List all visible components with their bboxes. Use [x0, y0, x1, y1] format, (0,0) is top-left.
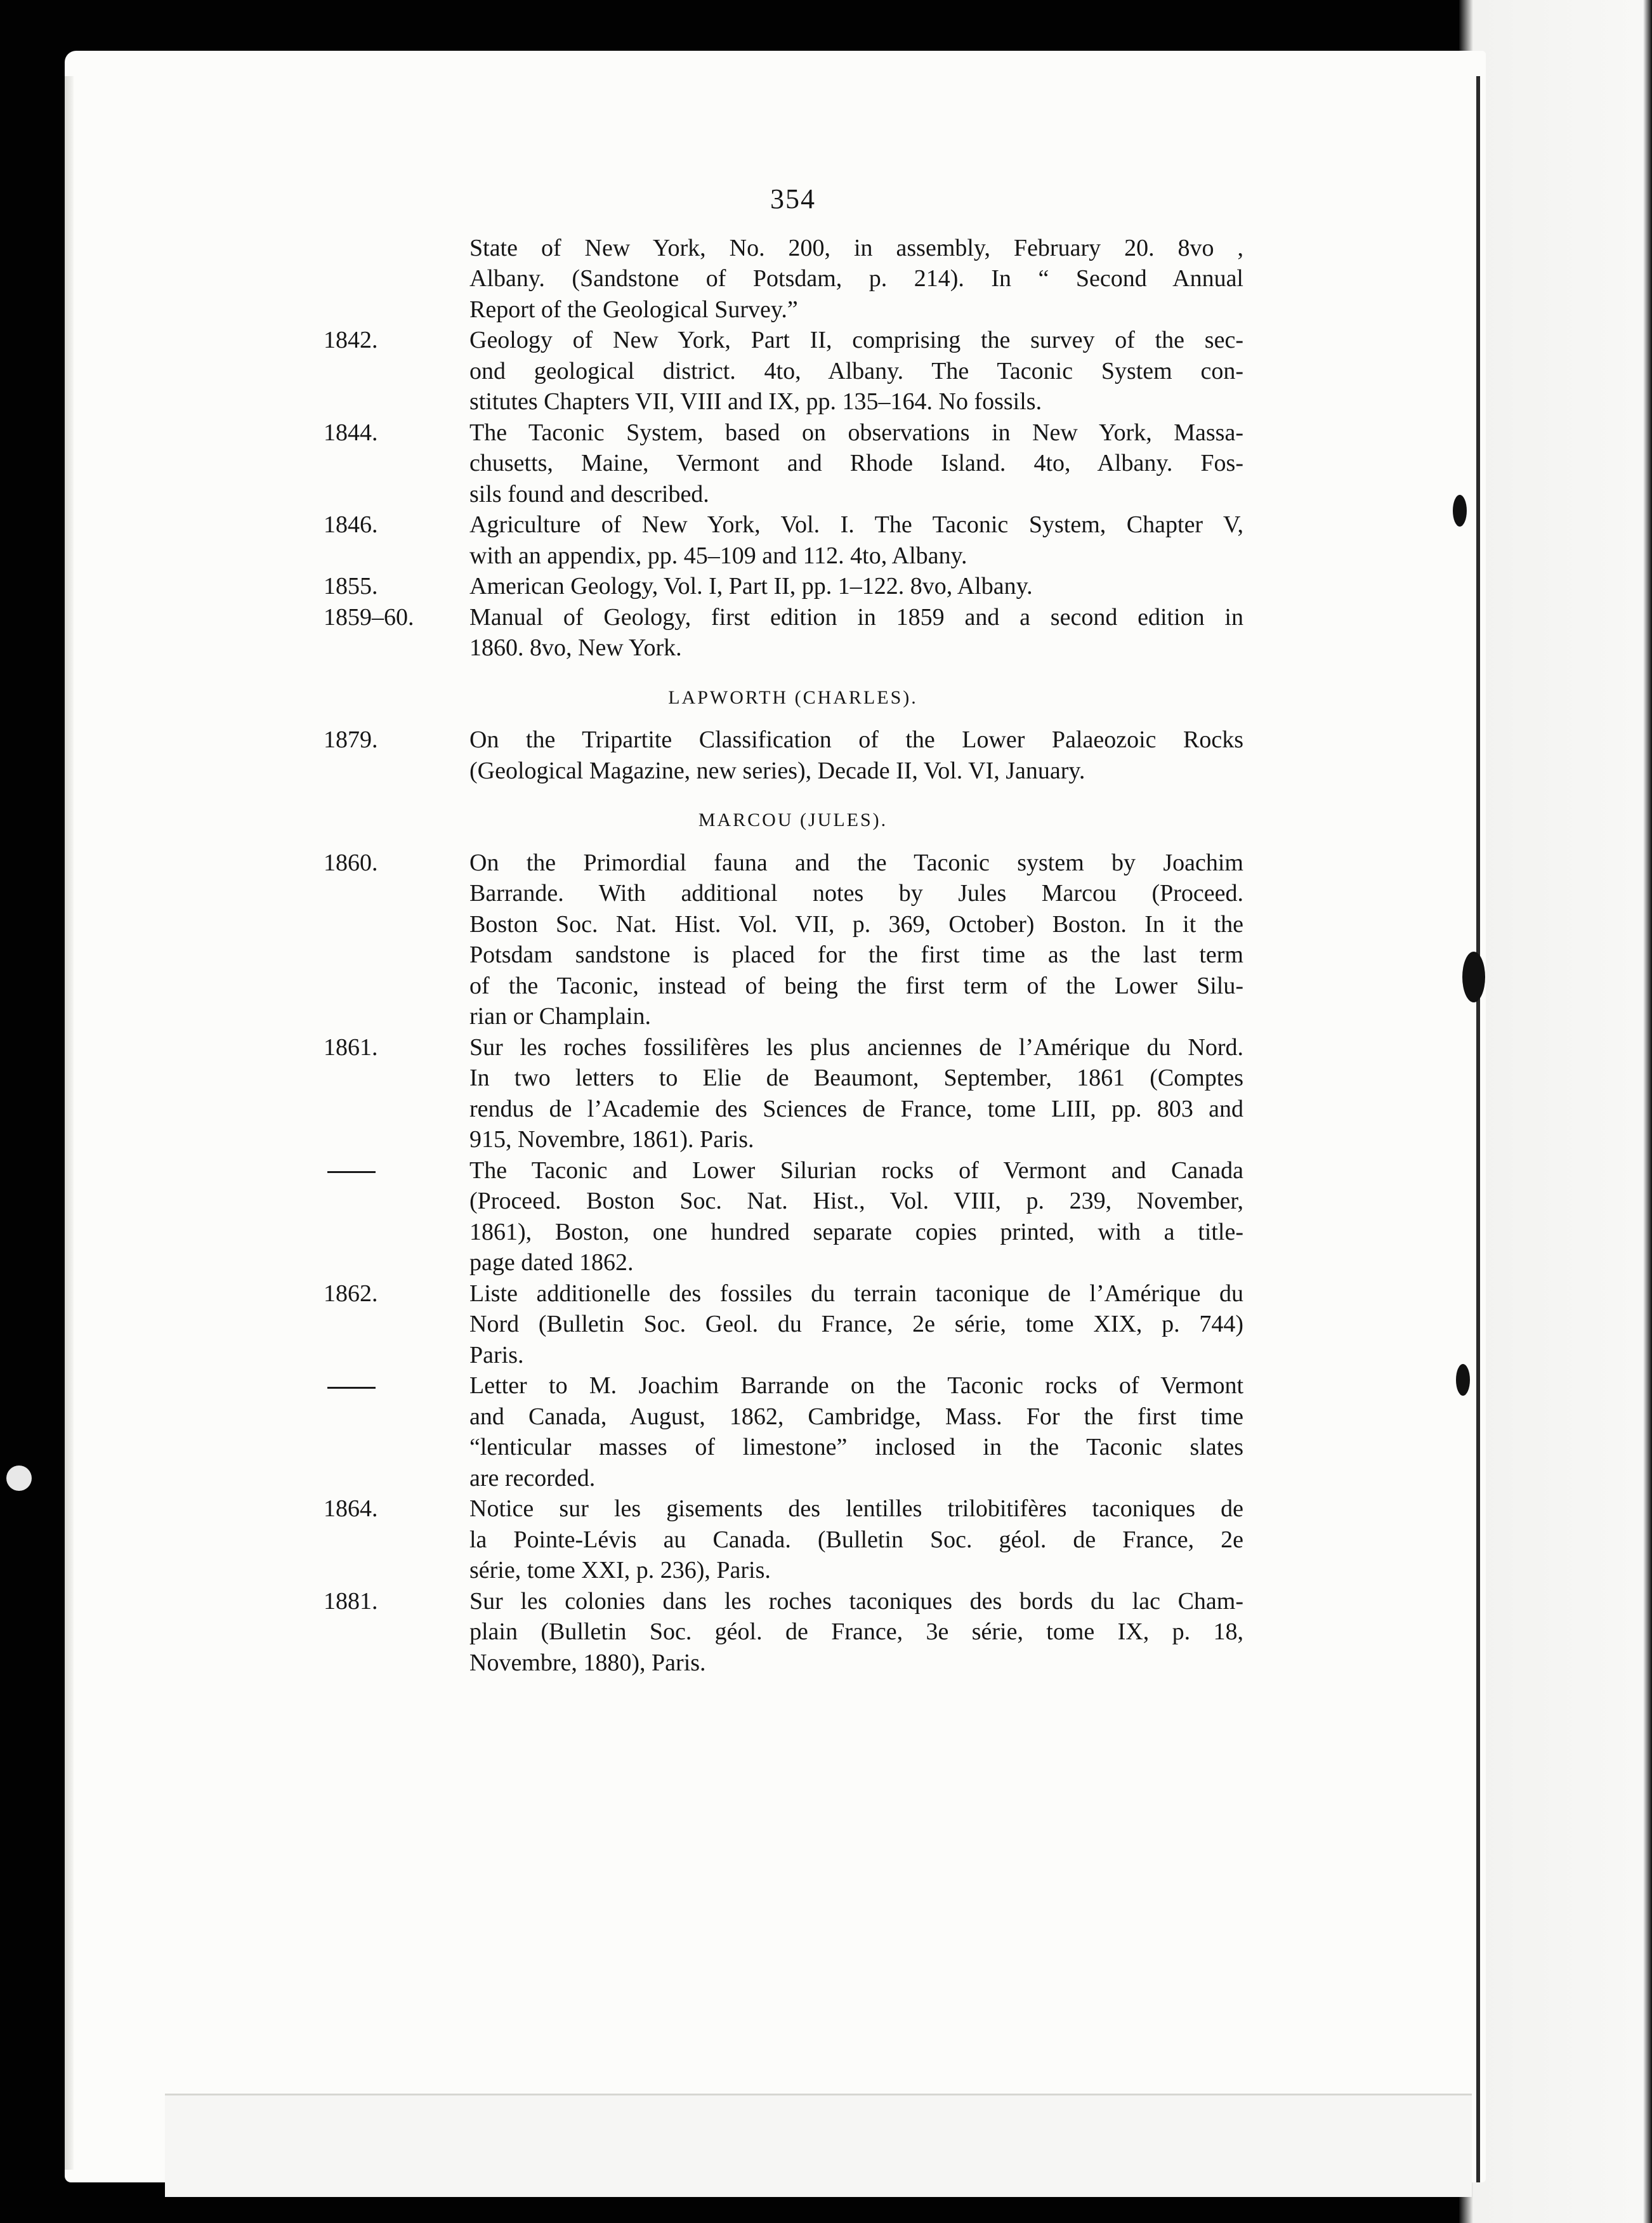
entry-text — [469, 1278, 1243, 1371]
ditto-dash — [324, 1370, 444, 1401]
binding-tear-mark — [1456, 1364, 1470, 1396]
bibliography-entry — [324, 509, 1243, 571]
entry-year: 1879. — [324, 726, 378, 753]
text-line: 1860. 8vo, New York. — [469, 634, 682, 661]
text-line: with an appendix, pp. 45–109 and 112. 4to, Albany. — [469, 542, 967, 569]
text-line: Paris. — [469, 1341, 524, 1368]
entry-year: 1860. — [324, 849, 378, 876]
text-line: (Proceed. Boston Soc. Nat. Hist., Vol. VIII, p. 239, November, — [469, 1188, 1243, 1214]
entry-text — [469, 1586, 1243, 1679]
text-line: plain (Bulletin Soc. géol. de France, 3e série, tome IX, p. 18, — [469, 1618, 1243, 1645]
bibliography-entry — [324, 725, 1243, 786]
entry-text — [469, 1032, 1243, 1155]
adjacent-page-edge — [1459, 0, 1652, 2223]
entry-year: 1846. — [324, 511, 378, 538]
page-number: 354 — [770, 183, 816, 214]
text-line: la Pointe-Lévis au Canada. (Bulletin Soc. géol. de France, 2e — [469, 1526, 1243, 1553]
text-line: Letter to M. Joachim Barrande on the Taconic rocks of Vermont — [469, 1372, 1243, 1399]
text-line: On the Tripartite Classification of the Lower Palaeozoic Rocks — [469, 726, 1243, 753]
bibliography-entry — [324, 417, 1243, 510]
lapworth-entries — [324, 725, 1243, 786]
text-line: of the Taconic, instead of being the first term of the Lower Silu- — [469, 972, 1243, 999]
binding-tear-mark — [1462, 952, 1485, 1002]
entry-year: 1855. — [324, 573, 378, 600]
text-line: ond geological district. 4to, Albany. The Taconic System con- — [469, 357, 1243, 384]
continuation-text — [469, 233, 1243, 325]
text-line: The Taconic System, based on observations in New York, Massa- — [469, 419, 1243, 446]
bibliography-entry — [324, 325, 1243, 417]
text-line: Nord (Bulletin Soc. Geol. du France, 2e série, tome XIX, p. 744) — [469, 1311, 1243, 1337]
bibliography-entry — [324, 602, 1243, 664]
text-line: and Canada, August, 1862, Cambridge, Mass. For the first time — [469, 1403, 1243, 1430]
entry-text — [469, 1155, 1243, 1278]
edge-speck — [6, 1466, 32, 1491]
text-line: Boston Soc. Nat. Hist. Vol. VII, p. 369, October) Boston. In it the — [469, 910, 1243, 938]
ditto-dash — [324, 1155, 444, 1186]
text-line: Agriculture of New York, Vol. I. The Taconic System, Chapter V, — [469, 511, 1243, 538]
entry-text — [469, 1493, 1243, 1586]
bibliography-entry — [324, 848, 1243, 1032]
entry-year: 1862. — [324, 1280, 378, 1307]
entry-year: 1861. — [324, 1033, 378, 1061]
text-line: Geology of New York, Part II, comprising the survey of the sec- — [469, 327, 1243, 353]
page-gutter-shadow — [65, 76, 74, 2170]
text-line: page dated 1862. — [469, 1249, 634, 1276]
text-line: Notice sur les gisements des lentilles trilobitifères taconiques de — [469, 1495, 1243, 1522]
bibliography-entry — [324, 571, 1243, 602]
page-fold-line — [1476, 76, 1480, 2182]
entry-year: 1864. — [324, 1495, 378, 1522]
entry-year: 1881. — [324, 1587, 378, 1615]
text-line: stitutes Chapters VII, VIII and IX, pp. 135–164. No fossils. — [469, 388, 1042, 415]
page-bottom-edge — [165, 2094, 1472, 2197]
text-line: “lenticular masses of limestone” inclosed in the Taconic slates — [469, 1434, 1243, 1460]
entry-text — [469, 1370, 1243, 1493]
text-line: Sur les roches fossilifères les plus anciennes de l’Amérique du Nord. — [469, 1033, 1243, 1061]
binding-tear-mark — [1453, 495, 1467, 527]
entry-text — [469, 602, 1243, 664]
bibliography-entry — [343, 1370, 1243, 1493]
text-line: State of New York, No. 200, in assembly, February 20. 8vo , — [469, 234, 1243, 261]
entry-text — [469, 325, 1243, 417]
entry-year: 1859–60. — [324, 603, 414, 631]
entry-text — [469, 848, 1243, 1032]
text-line: Novembre, 1880), Paris. — [469, 1649, 706, 1676]
emmons-entries — [324, 325, 1243, 664]
text-line: 1861), Boston, one hundred separate copies printed, with a title- — [469, 1218, 1243, 1245]
text-line: Barrande. With additional notes by Jules Marcou (Proceed. — [469, 880, 1243, 907]
text-line: série, tome XXI, p. 236), Paris. — [469, 1557, 771, 1584]
entry-text — [469, 725, 1243, 786]
page-content — [324, 183, 1243, 1678]
text-line: rendus de l’Academie des Sciences de France, tome LIII, pp. 803 and — [469, 1095, 1243, 1122]
text-line: Sur les colonies dans les roches taconiques des bords du lac Cham- — [469, 1587, 1243, 1615]
bibliography-entry — [324, 1032, 1243, 1155]
text-line: Liste additionelle des fossiles du terrain taconique de l’Amérique du — [469, 1280, 1243, 1307]
entry-text — [469, 571, 1243, 602]
marcou-entries — [324, 848, 1243, 1679]
text-line: 915, Novembre, 1861). Paris. — [469, 1126, 754, 1153]
text-line: Manual of Geology, first edition in 1859 and a second edition in — [469, 603, 1243, 631]
entry-year: 1842. — [324, 327, 378, 353]
text-line: Report of the Geological Survey.” — [469, 296, 798, 323]
text-line: (Geological Magazine, new series), Decade II, Vol. VI, January. — [469, 757, 1085, 784]
text-line: Albany. (Sandstone of Potsdam, p. 214). In “ Second Annual — [469, 265, 1243, 292]
author-heading-marcou: MARCOU (JULES). — [698, 810, 888, 830]
bibliography-entry — [324, 1586, 1243, 1679]
text-line: The Taconic and Lower Silurian rocks of Vermont and Canada — [469, 1157, 1243, 1184]
text-line: chusetts, Maine, Vermont and Rhode Island. 4to, Albany. Fos- — [469, 450, 1243, 476]
continuation-entry — [343, 233, 1243, 325]
bibliography-entry — [324, 1278, 1243, 1371]
entry-text — [469, 417, 1243, 510]
text-line: In two letters to Elie de Beaumont, September, 1861 (Comptes — [469, 1065, 1243, 1091]
text-line: are recorded. — [469, 1464, 596, 1492]
text-line: Potsdam sandstone is placed for the first time as the last term — [469, 941, 1243, 968]
bibliography-entry — [324, 1493, 1243, 1586]
entry-text — [469, 509, 1243, 571]
bibliography-entry — [343, 1155, 1243, 1278]
entry-year: 1844. — [324, 419, 378, 446]
text-line: rian or Champlain. — [469, 1003, 651, 1030]
text-line: On the Primordial fauna and the Taconic system by Joachim — [469, 849, 1243, 876]
author-heading-lapworth: LAPWORTH (CHARLES). — [668, 686, 918, 708]
text-line: sils found and described. — [469, 480, 709, 508]
text-line: American Geology, Vol. I, Part II, pp. 1–122. 8vo, Albany. — [469, 573, 1033, 600]
